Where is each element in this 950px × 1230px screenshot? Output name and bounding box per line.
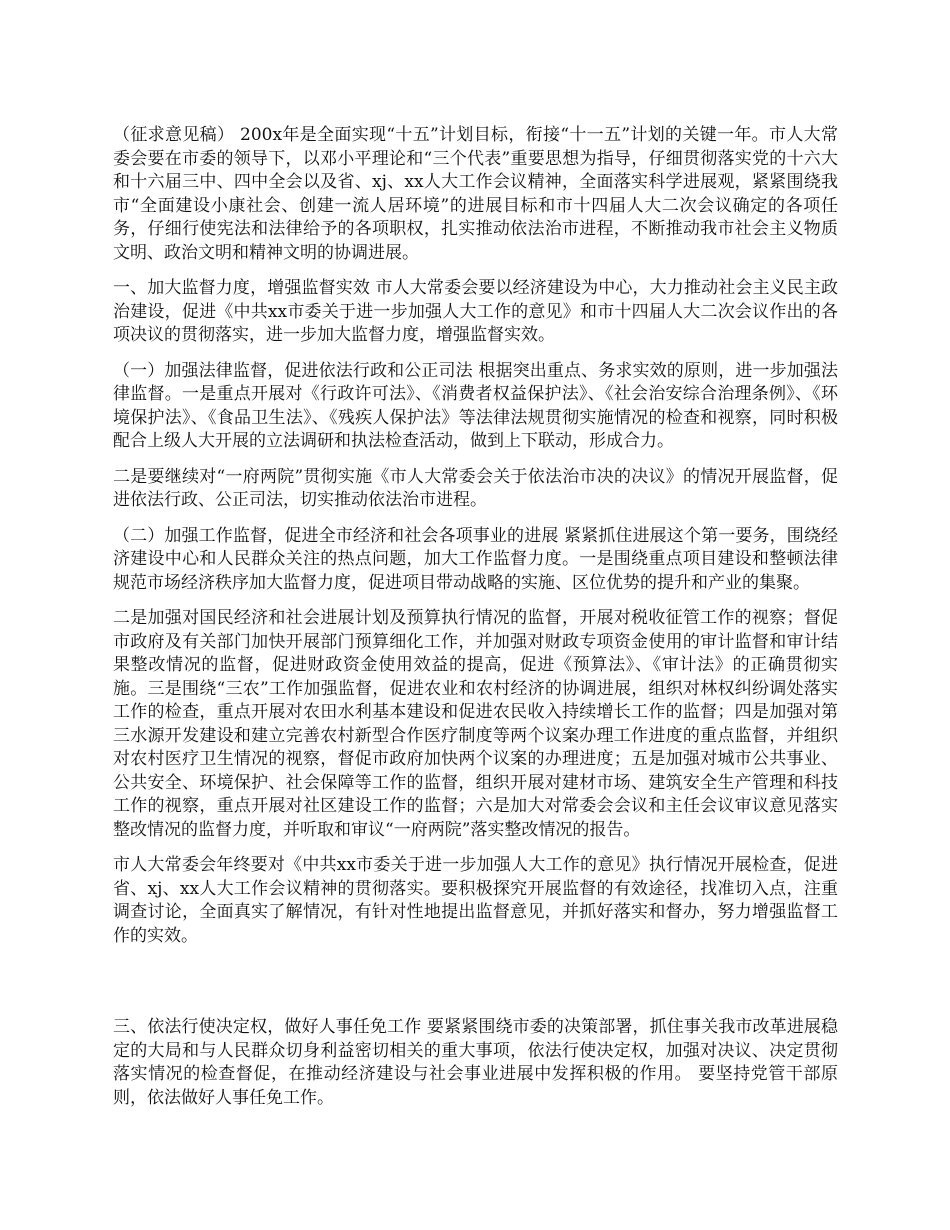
paragraph-subsection-2: （二）加强工作监督，促进全市经济和社会各项事业的进展 紧紧抓住进展这个第一要务，围绕经济建设中心和人民群众关注的热点问题，加大工作监督力度。一是围绕重点项目建设和整顿法律规范市场经济秩序加大监督力度，促进项目带动战略的实施、区位优势的提升和产业的集聚。 [113,525,838,593]
paragraph-subsection-1: （一）加强法律监督，促进依法行政和公正司法 根据突出重点、务求实效的原则，进一步加强法律监督。一是重点开展对《行政许可法》、《消费者权益保护法》、《社会治安综合治理条例》、《环境保护法》、《食品卫生法》、《残疾人保护法》等法律法规贯彻实施情况的检查和视察，同时积极配合上级人大开展的立法调研和执法检查活动，做到上下联动，形成合力。 [113,360,838,451]
paragraph-section-3: 三、依法行使决定权，做好人事任免工作 要紧紧围绕市委的决策部署，抓住事关我市改革进展稳定的大局和与人民群众切身利益密切相关的重大事项，依法行使决定权，加强对决议、决定贯彻落实情况的检查督促，在推动经济建设与社会事业进展中发挥积极的作用。 要坚持党管干部原则，依法做好人事任免工作。 [113,1017,838,1108]
paragraph-intro: （征求意见稿） 200x年是全面实现“十五”计划目标，衔接“十一五”计划的关键一年。市人大常委会要在市委的领导下，以邓小平理论和“三个代表”重要思想为指导，仔细贯彻落实党的十六大和十六届三中、四中全会以及省、xj、xx人大工作会议精神，全面落实科学进展观，紧紧围绕我市“全面建设小康社会、创建一流人居环境”的进展目标和市十四届人大二次会议确定的各项任务，仔细行使宪法和法律给予的各项职权，扎实推动依法治市进程，不断推动我市社会主义物质文明、政治文明和精神文明的协调进展。 [113,125,838,263]
paragraph-subsection-1-continued: 二是要继续对“一府两院”贯彻实施《市人大常委会关于依法治市决的决议》的情况开展监督，促进依法行政、公正司法，切实推动依法治市进程。 [113,466,838,510]
paragraph-subsection-2-continued: 二是加强对国民经济和社会进展计划及预算执行情况的监督，开展对税收征管工作的视察；督促市政府及有关部门加快开展部门预算细化工作，并加强对财政专项资金使用的审计监督和审计结果整改情况的监督，促进财政资金使用效益的提高，促进《预算法》、《审计法》的正确贯彻实施。三是围绕“三农”工作加强监督，促进农业和农村经济的协调进展，组织对林权纠纷调处落实工作的检查，重点开展对农田水利基本建设和促进农民收入持续增长工作的监督；四是加强对第三水源开发建设和建立完善农村新型合作医疗制度等两个议案办理工作进度的重点监督，并组织对农村医疗卫生情况的视察，督促市政府加快两个议案的办理进度；五是加强对城市公共事业、公共安全、环境保护、社会保障等工作的监督，组织开展对建材市场、建筑安全生产管理和科技工作的视察，重点开展对社区建设工作的监督；六是加大对常委会会议和主任会议审议意见落实整改情况的监督力度，并听取和审议“一府两院”落实整改情况的报告。 [113,608,838,840]
section-gap [113,960,838,1016]
document-body [113,124,838,1122]
paragraph-section-1: 一、加大监督力度，增强监督实效 市人大常委会要以经济建设为中心，大力推动社会主义民主政治建设，促进《中共xx市委关于进一步加强人大工作的意见》和市十四届人大二次会议作出的各项决议的贯彻落实，进一步加大监督力度，增强监督实效。 [113,278,838,345]
paragraph-year-end-check: 市人大常委会年终要对《中共xx市委关于进一步加强人大工作的意见》执行情况开展检查，促进省、xj、xx人大工作会议精神的贯彻落实。要积极探究开展监督的有效途径，找准切入点，注重调查讨论，全面真实了解情况，有针对性地提出监督意见，并抓好落实和督办，努力增强监督工作的实效。 [113,855,838,946]
